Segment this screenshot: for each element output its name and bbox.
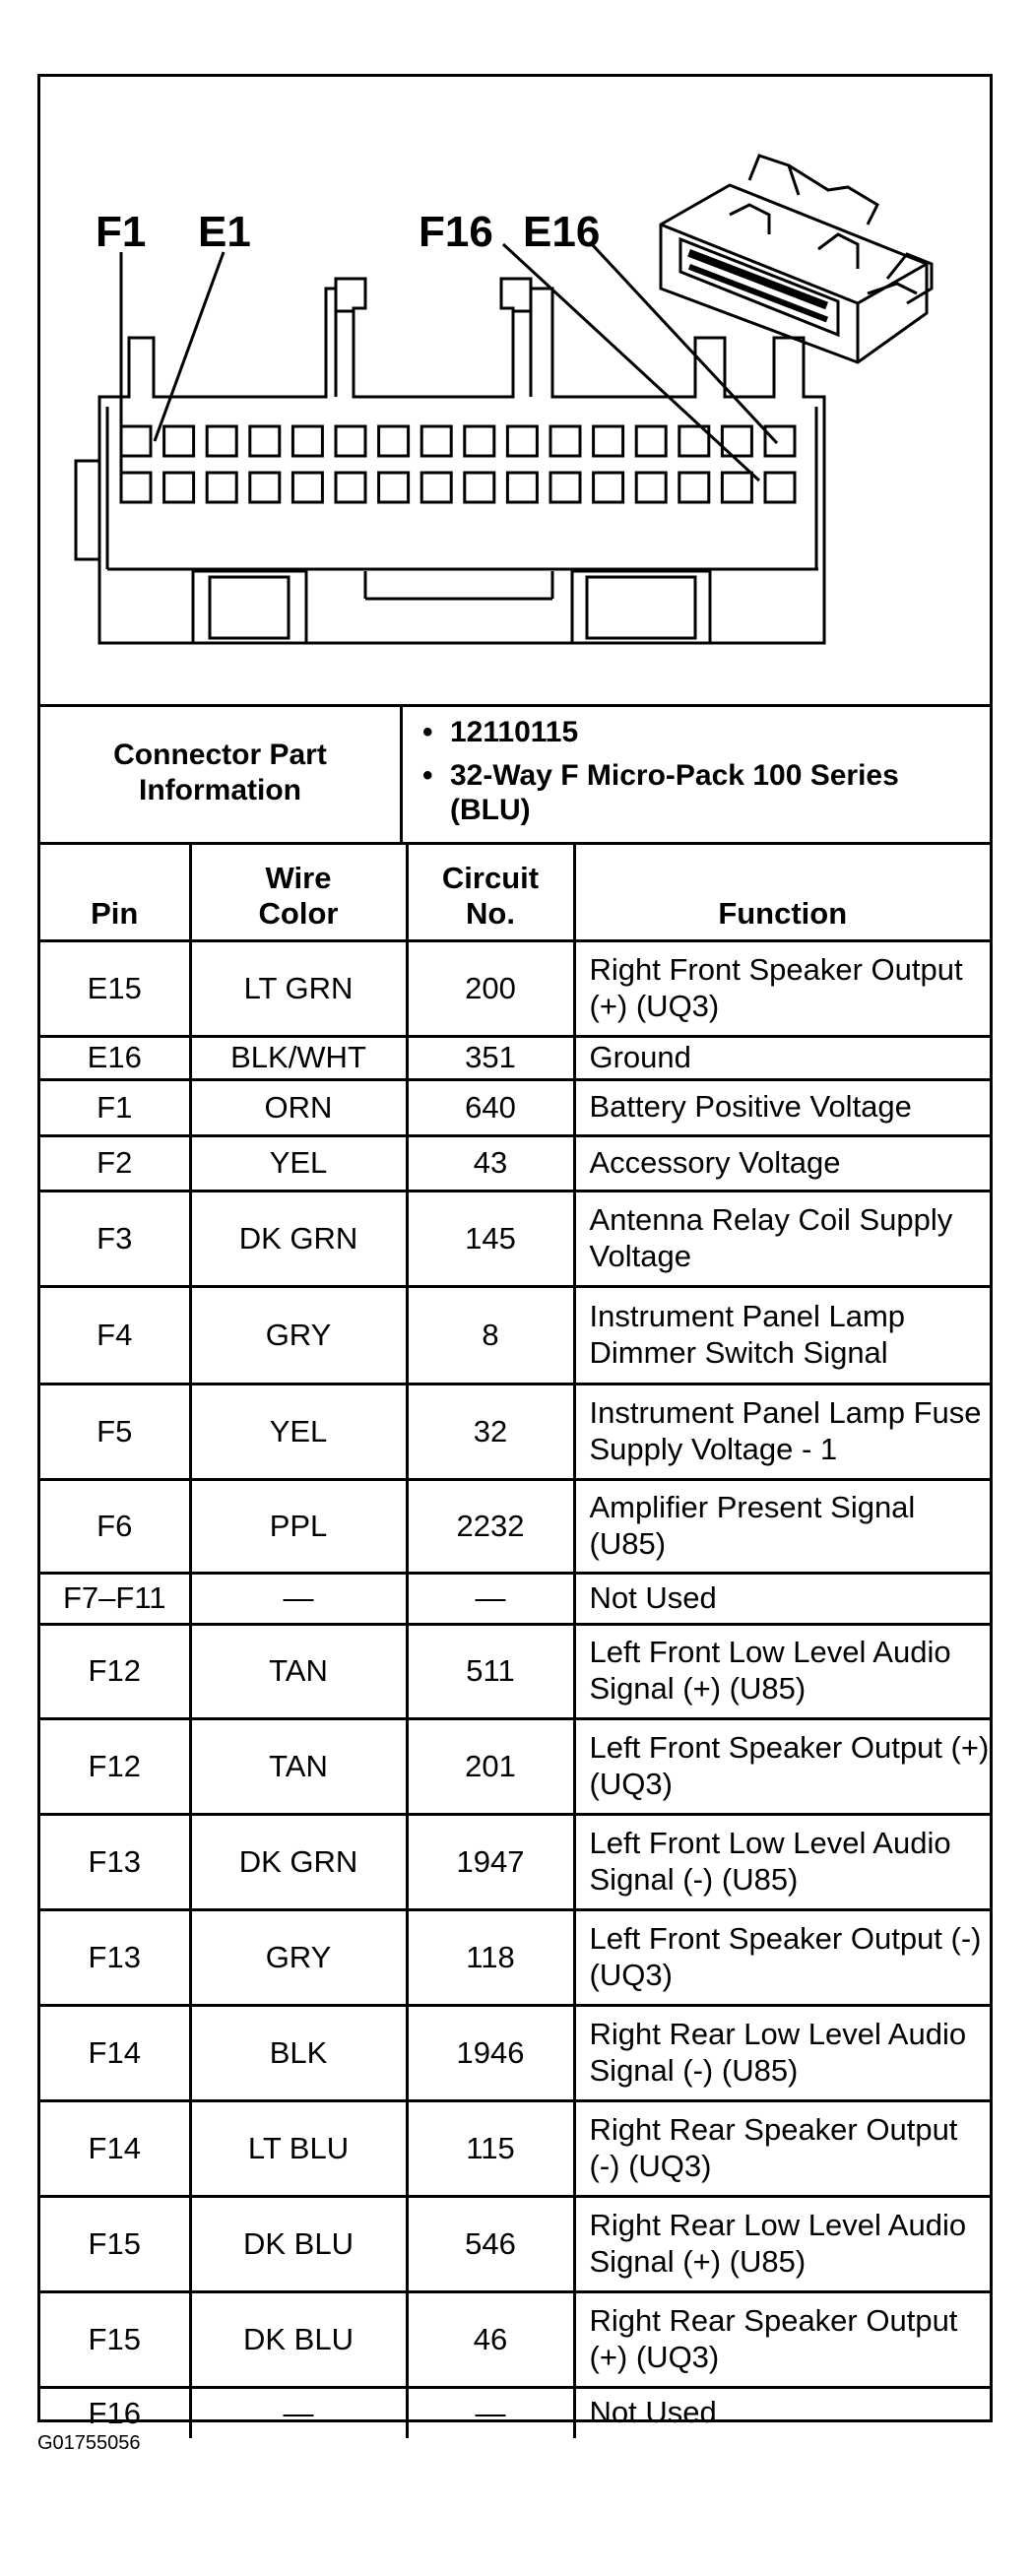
- function-cell: Amplifier Present Signal (U85): [574, 1479, 990, 1573]
- table-row: [40, 2387, 990, 2438]
- function-cell: Accessory Voltage: [574, 1135, 990, 1191]
- connector-pin-cavity: [379, 473, 409, 502]
- function-cell: Right Front Speaker Output (+) (UQ3): [574, 940, 990, 1036]
- connector-drawing: [40, 77, 990, 704]
- connector-diagram: [40, 77, 990, 707]
- circuit-cell: 1947: [407, 1814, 574, 1909]
- function-cell: Instrument Panel Lamp Dimmer Switch Signal: [574, 1286, 990, 1384]
- pin-cell: F15: [40, 2196, 190, 2291]
- connector-pin-cavity: [679, 473, 709, 502]
- function-cell: Ground: [574, 1036, 990, 1079]
- table-row: [40, 1814, 990, 1909]
- connector-pin-cavity: [164, 473, 194, 502]
- connector-pin-cavity: [336, 473, 365, 502]
- connector-pin-cavity: [507, 426, 537, 456]
- function-cell: Antenna Relay Coil Supply Voltage: [574, 1191, 990, 1286]
- function-cell: Battery Positive Voltage: [574, 1079, 990, 1135]
- circuit-cell: 546: [407, 2196, 574, 2291]
- circuit-cell: —: [407, 2387, 574, 2438]
- pin-label-f16: F16: [419, 208, 493, 256]
- wire-color-cell: YEL: [190, 1384, 407, 1479]
- wire-color-cell: GRY: [190, 1909, 407, 2005]
- pin-cell: F7–F11: [40, 1573, 190, 1624]
- function-cell: Right Rear Low Level Audio Signal (+) (U85): [574, 2196, 990, 2291]
- pin-cell: F1: [40, 1079, 190, 1135]
- connector-pin-cavity: [507, 473, 537, 502]
- connector-pin-cavity: [550, 426, 580, 456]
- wire-color-cell: DK BLU: [190, 2196, 407, 2291]
- pin-cell: F13: [40, 1814, 190, 1909]
- table-row: [40, 1286, 990, 1384]
- connector-pin-cavity: [250, 473, 280, 502]
- pin-cell: F13: [40, 1909, 190, 2005]
- pin-cell: F6: [40, 1479, 190, 1573]
- pin-cell: F14: [40, 2100, 190, 2196]
- pin-cell: F16: [40, 2387, 190, 2438]
- wire-color-cell: LT GRN: [190, 940, 407, 1036]
- circuit-cell: 118: [407, 1909, 574, 2005]
- table-row: [40, 1191, 990, 1286]
- pin-cell: F12: [40, 1624, 190, 1718]
- pin-label-e1: E1: [198, 208, 251, 256]
- circuit-cell: —: [407, 1573, 574, 1624]
- circuit-cell: 2232: [407, 1479, 574, 1573]
- wire-color-cell: GRY: [190, 1286, 407, 1384]
- connector-part-info-label: Connector Part Information: [40, 704, 403, 842]
- header-function: Function: [574, 842, 990, 940]
- wire-color-cell: PPL: [190, 1479, 407, 1573]
- table-row: [40, 1718, 990, 1814]
- function-cell: Not Used: [574, 1573, 990, 1624]
- table-row: [40, 2100, 990, 2196]
- circuit-cell: 32: [407, 1384, 574, 1479]
- connector-pin-cavity: [207, 473, 236, 502]
- connector-pin-cavity: [465, 473, 494, 502]
- pinout-table: [40, 842, 990, 2438]
- connector-pin-cavity: [594, 426, 623, 456]
- connector-pin-cavity: [594, 473, 623, 502]
- function-cell: Left Front Speaker Output (+) (UQ3): [574, 1718, 990, 1814]
- function-cell: Right Rear Low Level Audio Signal (-) (U85): [574, 2005, 990, 2100]
- circuit-cell: 145: [407, 1191, 574, 1286]
- table-row: [40, 2005, 990, 2100]
- wire-color-cell: BLK/WHT: [190, 1036, 407, 1079]
- connector-document: [37, 74, 993, 2430]
- circuit-cell: 511: [407, 1624, 574, 1718]
- table-header-row: [40, 842, 990, 940]
- connector-pin-cavity: [421, 426, 451, 456]
- table-row: [40, 1573, 990, 1624]
- circuit-cell: 115: [407, 2100, 574, 2196]
- table-row: [40, 1079, 990, 1135]
- table-row: [40, 2291, 990, 2387]
- circuit-cell: 43: [407, 1135, 574, 1191]
- connector-pin-cavity: [765, 426, 795, 456]
- connector-pin-cavity: [765, 473, 795, 502]
- wire-color-cell: DK BLU: [190, 2291, 407, 2387]
- wire-color-cell: —: [190, 2387, 407, 2438]
- circuit-cell: 201: [407, 1718, 574, 1814]
- wire-color-cell: TAN: [190, 1624, 407, 1718]
- function-cell: Right Rear Speaker Output (-) (UQ3): [574, 2100, 990, 2196]
- wire-color-cell: LT BLU: [190, 2100, 407, 2196]
- pin-label-e16: E16: [523, 208, 601, 256]
- function-cell: Left Front Low Level Audio Signal (+) (U85): [574, 1624, 990, 1718]
- circuit-cell: 640: [407, 1079, 574, 1135]
- pin-cell: F3: [40, 1191, 190, 1286]
- table-row: [40, 1036, 990, 1079]
- connector-pin-cavity: [292, 426, 322, 456]
- connector-pin-cavity: [250, 426, 280, 456]
- wire-color-cell: YEL: [190, 1135, 407, 1191]
- figure-id: G01755056: [37, 2432, 141, 2454]
- header-wire-color: Wire Color: [190, 842, 407, 940]
- wire-color-cell: DK GRN: [190, 1814, 407, 1909]
- function-cell: Right Rear Speaker Output (+) (UQ3): [574, 2291, 990, 2387]
- table-row: [40, 1384, 990, 1479]
- connector-pin-cavity: [121, 426, 151, 456]
- pin-cell: F4: [40, 1286, 190, 1384]
- table-row: [40, 1479, 990, 1573]
- circuit-cell: 200: [407, 940, 574, 1036]
- pin-cell: F2: [40, 1135, 190, 1191]
- pin-cell: E16: [40, 1036, 190, 1079]
- table-row: [40, 1624, 990, 1718]
- pin-cell: F12: [40, 1718, 190, 1814]
- pin-cell: F15: [40, 2291, 190, 2387]
- connector-pin-cavity: [421, 473, 451, 502]
- table-row: [40, 1135, 990, 1191]
- function-cell: Not Used: [574, 2387, 990, 2438]
- connector-pin-cavity: [336, 426, 365, 456]
- connector-pin-cavity: [636, 426, 666, 456]
- connector-part-info-values: • 12110115 • 32-Way F Micro-Pack 100 Series (BLU): [422, 716, 899, 826]
- table-row: [40, 1909, 990, 2005]
- connector-pin-cavity: [164, 426, 194, 456]
- connector-pin-cavity: [722, 473, 751, 502]
- connector-pin-cavity: [292, 473, 322, 502]
- pin-label-f1: F1: [96, 208, 147, 256]
- wire-color-cell: ORN: [190, 1079, 407, 1135]
- table-row: [40, 2196, 990, 2291]
- circuit-cell: 8: [407, 1286, 574, 1384]
- connector-pin-cavity: [550, 473, 580, 502]
- header-pin: Pin: [40, 842, 190, 940]
- connector-pin-cavity: [379, 426, 409, 456]
- connector-pin-cavity: [207, 426, 236, 456]
- wire-color-cell: TAN: [190, 1718, 407, 1814]
- pin-cell: F5: [40, 1384, 190, 1479]
- connector-pin-cavity: [121, 473, 151, 502]
- function-cell: Instrument Panel Lamp Fuse Supply Voltage - 1: [574, 1384, 990, 1479]
- connector-pin-cavity: [636, 473, 666, 502]
- pin-cell: F14: [40, 2005, 190, 2100]
- wire-color-cell: DK GRN: [190, 1191, 407, 1286]
- function-cell: Left Front Low Level Audio Signal (-) (U85): [574, 1814, 990, 1909]
- wire-color-cell: —: [190, 1573, 407, 1624]
- circuit-cell: 1946: [407, 2005, 574, 2100]
- header-circuit-no: Circuit No.: [407, 842, 574, 940]
- table-row: [40, 940, 990, 1036]
- pin-cell: E15: [40, 940, 190, 1036]
- circuit-cell: 351: [407, 1036, 574, 1079]
- connector-pin-cavity: [465, 426, 494, 456]
- wire-color-cell: BLK: [190, 2005, 407, 2100]
- connector-part-info: [40, 704, 990, 845]
- function-cell: Left Front Speaker Output (-) (UQ3): [574, 1909, 990, 2005]
- circuit-cell: 46: [407, 2291, 574, 2387]
